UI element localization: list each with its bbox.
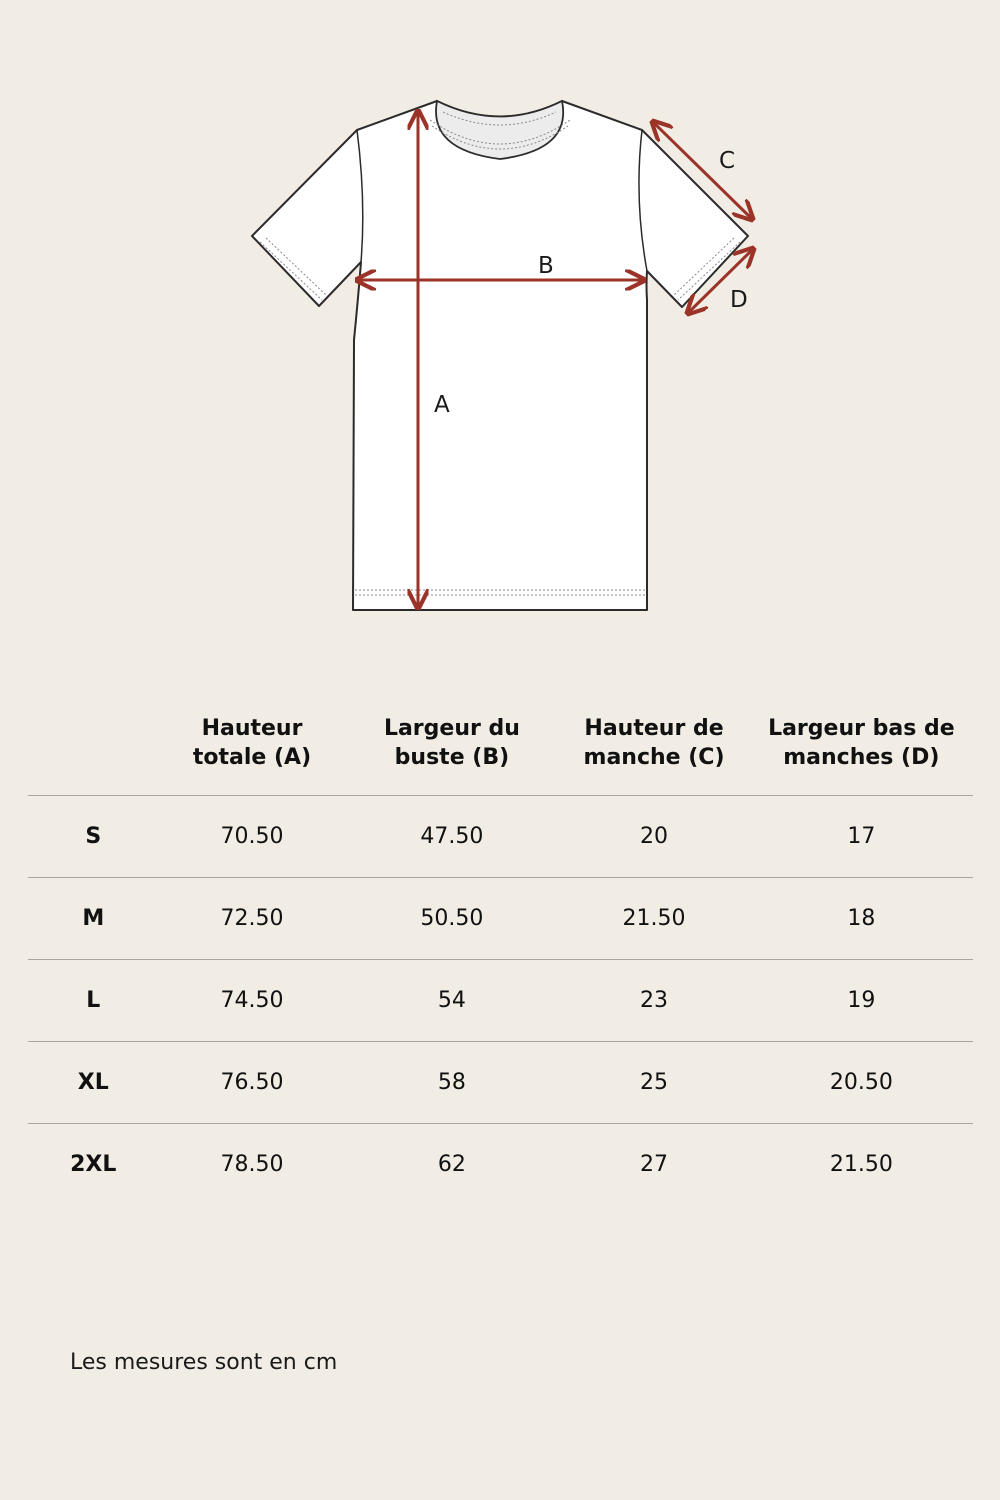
- total-height-cell: 78.50: [220, 1152, 284, 1177]
- sleeve-height-cell: 21.50: [558, 878, 749, 960]
- total-height-cell: 74.50: [159, 960, 346, 1042]
- chest-width-cell: 50.50: [345, 878, 558, 960]
- total-height-cell: 76.50: [159, 1042, 346, 1124]
- header-sleeve-height: [558, 690, 749, 796]
- tshirt-outline: [252, 101, 748, 610]
- size-cell: M: [28, 878, 159, 960]
- sleeve-height-cell: 23: [558, 960, 749, 1042]
- label-d: D: [730, 287, 748, 313]
- header-sleeve-height-line1: Hauteur de: [584, 715, 724, 741]
- tshirt-diagram: [0, 0, 1000, 640]
- sleeve-width-cell: 21.50: [829, 1152, 893, 1177]
- header-sleeve-width: [750, 690, 973, 796]
- total-height-cell: 70.50: [159, 796, 346, 878]
- chest-width-cell: 54: [345, 960, 558, 1042]
- header-chest-width-line1: Largeur du: [383, 715, 520, 741]
- size-chart-table: [28, 690, 973, 1205]
- header-sleeve-width-line1: Largeur bas de: [768, 715, 955, 741]
- header-sleeve-height-line2: manche (C): [583, 744, 725, 770]
- table-row: [28, 878, 973, 960]
- size-cell: 2XL: [70, 1152, 117, 1177]
- header-size: [28, 690, 159, 796]
- label-b: B: [538, 253, 554, 279]
- table-row: [28, 1124, 973, 1206]
- chest-width-cell: 58: [345, 1042, 558, 1124]
- header-sleeve-width-line2: manches (D): [783, 744, 940, 770]
- sleeve-height-cell: 27: [640, 1152, 669, 1177]
- table-row: [28, 1042, 973, 1124]
- table-row: [28, 960, 973, 1042]
- chest-width-cell: 62: [437, 1152, 466, 1177]
- header-total-height-line2: totale (A): [192, 744, 312, 770]
- sleeve-width-cell: 20.50: [750, 1042, 973, 1124]
- header-chest-width-line2: buste (B): [394, 744, 510, 770]
- header-chest-width: [345, 690, 558, 796]
- size-cell: XL: [28, 1042, 159, 1124]
- sleeve-width-cell: 17: [750, 796, 973, 878]
- header-total-height-line1: Hauteur: [201, 715, 303, 741]
- chest-width-cell: 47.50: [345, 796, 558, 878]
- table-row: [28, 796, 973, 878]
- size-cell: S: [28, 796, 159, 878]
- label-a: A: [434, 392, 450, 418]
- sleeve-height-cell: 25: [558, 1042, 749, 1124]
- header-total-height: [159, 690, 346, 796]
- table-header-row: [28, 690, 973, 796]
- sleeve-width-cell: 18: [750, 878, 973, 960]
- size-cell: L: [28, 960, 159, 1042]
- total-height-cell: 72.50: [159, 878, 346, 960]
- sleeve-height-cell: 20: [558, 796, 749, 878]
- sleeve-width-cell: 19: [750, 960, 973, 1042]
- measurement-footnote: Les mesures sont en cm: [70, 1350, 338, 1375]
- tshirt-illustration: [0, 0, 1000, 640]
- label-c: C: [719, 148, 736, 174]
